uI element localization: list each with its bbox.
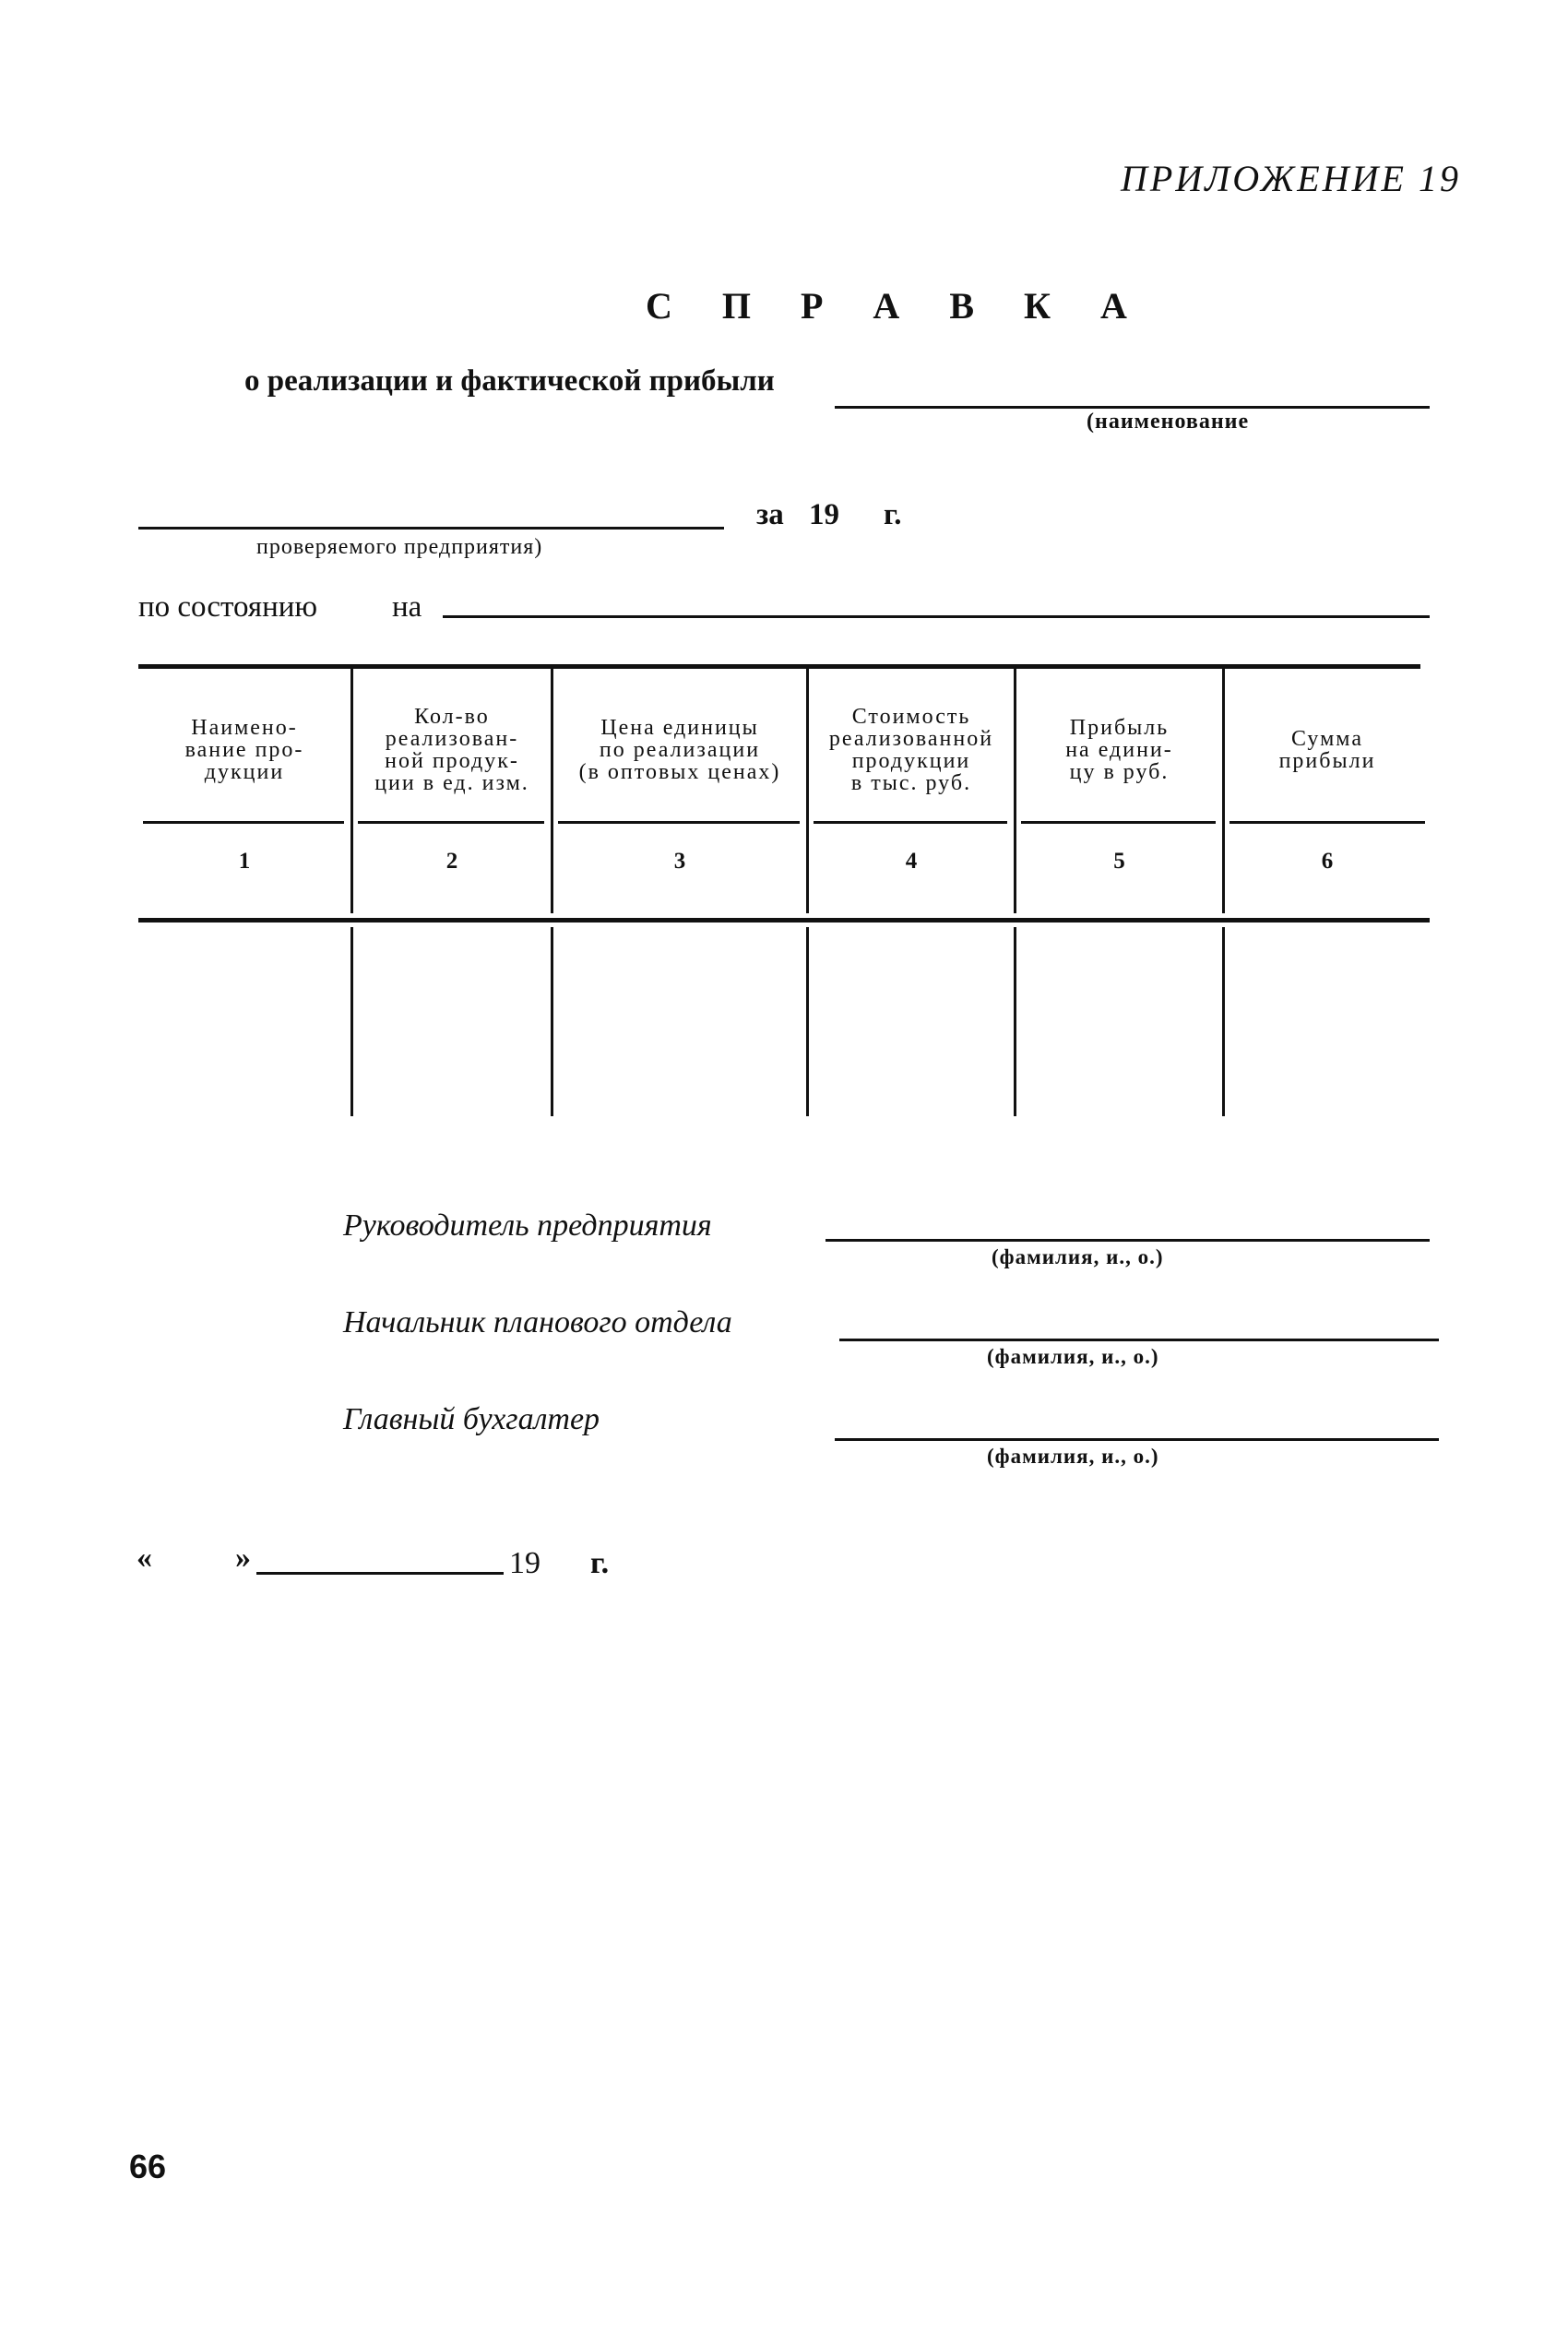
name-caption: (наименование [1087, 410, 1250, 434]
column-header-quantity: Кол-во реализован- ной продук- ции в ед. изм. [374, 704, 529, 795]
date-day-field[interactable] [157, 1539, 231, 1576]
column-number: 6 [1321, 849, 1334, 874]
header-underline [814, 821, 1007, 824]
table-header-rule [138, 918, 1430, 922]
enterprise-caption: проверяемого предприятия) [256, 535, 543, 559]
enterprise-name-field[interactable] [835, 406, 1430, 409]
column-number: 3 [673, 849, 686, 874]
signature-field[interactable] [839, 1339, 1439, 1341]
signature-role: Главный бухгалтер [343, 1402, 600, 1436]
column-number: 1 [238, 849, 251, 874]
as-of-date-field[interactable] [443, 615, 1430, 618]
date-month-field[interactable] [256, 1572, 504, 1575]
column-header-total-profit: Сумма прибыли [1278, 726, 1376, 773]
signature-caption: (фамилия, и., о.) [987, 1445, 1159, 1468]
period-label: за [756, 498, 784, 531]
signature-field[interactable] [826, 1239, 1430, 1242]
header-underline [143, 821, 344, 824]
period-suffix: г. [884, 498, 902, 531]
signature-caption: (фамилия, и., о.) [992, 1245, 1164, 1268]
date-suffix: г. [590, 1546, 610, 1580]
header-underline [1229, 821, 1425, 824]
header-underline [1021, 821, 1216, 824]
signature-role: Руководитель предприятия [343, 1208, 712, 1243]
period-year: 19 [809, 498, 839, 531]
column-header-unit-profit: Прибыль на едини- цу в руб. [1065, 715, 1173, 784]
date-open-quote: « [137, 1541, 152, 1575]
column-number: 2 [445, 849, 458, 874]
table-row[interactable] [138, 927, 1430, 1116]
document-subtitle: о реализации и фактической прибыли [244, 364, 775, 398]
signature-field[interactable] [835, 1438, 1439, 1441]
column-number: 4 [905, 849, 918, 874]
signature-caption: (фамилия, и., о.) [987, 1345, 1159, 1368]
header-underline [558, 821, 800, 824]
column-header-product-name: Наимено- вание про- дукции [184, 715, 304, 784]
column-header-cost: Стоимость реализованной продукции в тыс. руб. [828, 704, 994, 795]
enterprise-name-field-continued[interactable] [138, 527, 724, 530]
signature-role: Начальник планового отдела [343, 1305, 732, 1339]
as-of-on-label: на [392, 590, 422, 624]
as-of-label: по состоянию [138, 590, 318, 624]
date-close-quote: » [235, 1541, 251, 1575]
page-number: 66 [129, 2148, 167, 2185]
column-header-unit-price: Цена единицы по реализации (в оптовых ценах) [578, 715, 781, 784]
header-underline [358, 821, 544, 824]
table-top-rule [138, 664, 1420, 669]
document-title: С П Р А В К А [646, 285, 1147, 327]
column-number: 5 [1113, 849, 1125, 874]
date-year: 19 [509, 1546, 540, 1580]
appendix-label: ПРИЛОЖЕНИЕ 19 [1121, 158, 1461, 199]
